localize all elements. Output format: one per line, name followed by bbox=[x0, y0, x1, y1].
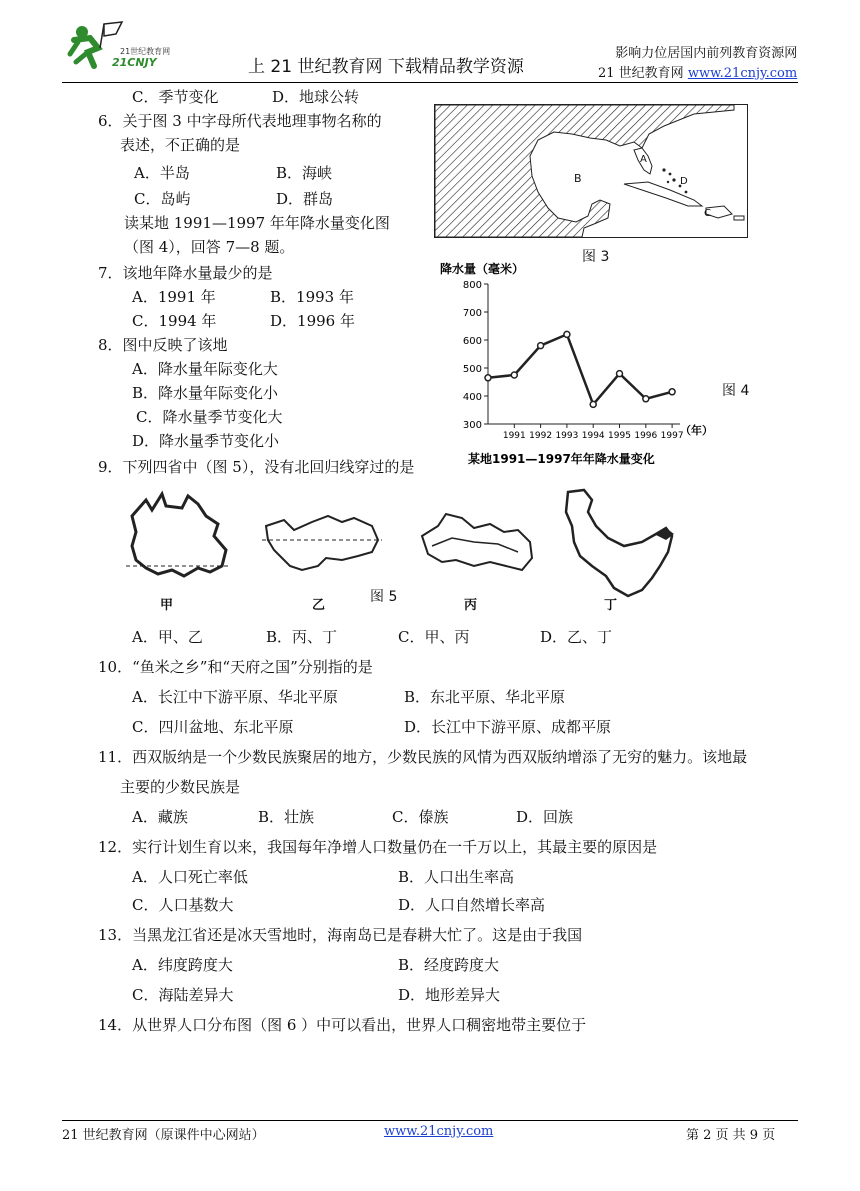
q10-option-c: C．四川盆地、东北平原 bbox=[132, 718, 294, 736]
q7-option-b: B．1993 年 bbox=[270, 288, 354, 306]
q7-option-c: C．1994 年 bbox=[132, 312, 217, 330]
q10-option-d: D．长江中下游平原、成都平原 bbox=[404, 718, 612, 736]
x-tick-label: 1995 bbox=[608, 431, 631, 441]
province-jia-outline bbox=[132, 494, 226, 576]
y-tick-label: 500 bbox=[462, 364, 482, 375]
header-tagline bbox=[598, 44, 797, 84]
site-logo[interactable] bbox=[64, 18, 186, 78]
q13-stem: 13．当黑龙江省还是冰天雪地时，海南岛已是春耕大忙了。这是由于我国 bbox=[98, 926, 583, 944]
data-point bbox=[538, 343, 544, 349]
q10-option-b: B．东北平原、华北平原 bbox=[404, 688, 566, 706]
chart-ylabel: 降水量（毫米） bbox=[440, 262, 525, 276]
province-yi-outline bbox=[266, 516, 378, 570]
q12-stem: 12．实行计划生育以来，我国每年净增人口数量仍在一千万以上，其最主要的原因是 bbox=[98, 838, 658, 856]
q12-option-a: A．人口死亡率低 bbox=[132, 868, 248, 886]
province-label-yi: 乙 bbox=[312, 598, 326, 613]
x-tick-label: 1993 bbox=[555, 431, 579, 441]
data-point bbox=[485, 375, 491, 381]
q8-stem: 8．图中反映了该地 bbox=[98, 336, 228, 354]
q7-8-intro-line2: （图 4），回答 7—8 题。 bbox=[124, 238, 295, 256]
chart-series-line bbox=[488, 334, 672, 404]
x-tick-label: 1997 bbox=[660, 431, 684, 441]
data-point bbox=[590, 401, 596, 407]
footer-left: 21 世纪教育网（原课件中心网站） bbox=[62, 1128, 265, 1143]
q5-option-c: C．季节变化 bbox=[132, 88, 219, 106]
q9-option-c: C．甲、丙 bbox=[398, 628, 470, 646]
figure-5-caption: 图 5 bbox=[370, 589, 398, 605]
q8-option-a: A．降水量年际变化大 bbox=[132, 360, 278, 378]
q8-option-b: B．降水量年际变化小 bbox=[132, 384, 279, 402]
svg-text:21世纪教育网: 21世纪教育网 bbox=[120, 47, 171, 56]
x-tick-label: 1992 bbox=[529, 431, 553, 441]
map-label-b: B bbox=[574, 172, 582, 185]
province-label-jia: 甲 bbox=[160, 598, 174, 613]
q11-option-a: A．藏族 bbox=[132, 808, 188, 826]
q6-option-c: C．岛屿 bbox=[134, 190, 191, 208]
q13-option-a: A．纬度跨度大 bbox=[132, 956, 233, 974]
chart-xlabel: （年） bbox=[680, 424, 713, 437]
footer-divider bbox=[62, 1120, 798, 1121]
q9-option-a: A．甲、乙 bbox=[132, 628, 203, 646]
svg-text:21CNJY: 21CNJY bbox=[112, 56, 157, 69]
q12-option-d: D．人口自然增长率高 bbox=[398, 896, 546, 914]
data-point bbox=[564, 331, 570, 337]
q8-option-d: D．降水量季节变化小 bbox=[132, 432, 280, 450]
data-point bbox=[617, 371, 623, 377]
q7-option-a: A．1991 年 bbox=[132, 288, 216, 306]
q10-option-a: A．长江中下游平原、华北平原 bbox=[132, 688, 338, 706]
q7-8-intro-line1: 读某地 1991—1997 年年降水量变化图 bbox=[124, 214, 390, 232]
figure-4-caption: 图 4 bbox=[722, 383, 750, 399]
header-tagline-line2 bbox=[598, 64, 797, 84]
figure-3-map bbox=[434, 104, 748, 238]
runner-logo-icon bbox=[64, 18, 186, 78]
q12-option-b: B．人口出生率高 bbox=[398, 868, 515, 886]
q13-option-d: D．地形差异大 bbox=[398, 986, 501, 1004]
footer-page-number: 第 2 页 共 9 页 bbox=[686, 1128, 776, 1143]
q11-stem-line2: 主要的少数民族是 bbox=[120, 778, 241, 796]
q14-stem: 14．从世界人口分布图（图 6 ）中可以看出，世界人口稠密地带主要位于 bbox=[98, 1016, 587, 1034]
x-tick-label: 1994 bbox=[581, 431, 605, 441]
q11-stem-line1: 11．西双版纳是一个少数民族聚居的地方，少数民族的风情为西双版纳增添了无穷的魅力。该地最 bbox=[98, 748, 748, 766]
y-tick-label: 700 bbox=[462, 308, 482, 319]
q11-option-b: B．壮族 bbox=[258, 808, 315, 826]
header-site-link[interactable]: www.21cnjy.com bbox=[687, 66, 798, 81]
province-label-ding: 丁 bbox=[604, 598, 618, 613]
q12-option-c: C．人口基数大 bbox=[132, 896, 234, 914]
data-point bbox=[643, 396, 649, 402]
x-tick-label: 1991 bbox=[502, 431, 526, 441]
q13-option-b: B．经度跨度大 bbox=[398, 956, 500, 974]
q9-option-d: D．乙、丁 bbox=[540, 628, 613, 646]
y-tick-label: 400 bbox=[462, 392, 482, 403]
y-tick-label: 600 bbox=[462, 336, 482, 347]
q5-option-d: D．地球公转 bbox=[272, 88, 360, 106]
header-title: 上 21 世纪教育网 下载精品教学资源 bbox=[248, 57, 524, 77]
figure-4-chart bbox=[434, 260, 724, 472]
x-tick-label: 1996 bbox=[634, 431, 658, 441]
q8-option-c: C．降水量季节变化大 bbox=[136, 408, 283, 426]
q11-option-d: D．回族 bbox=[516, 808, 574, 826]
header-divider bbox=[62, 82, 798, 83]
q6-stem-line2: 表述，不正确的是 bbox=[120, 136, 241, 154]
q6-option-d: D．群岛 bbox=[276, 190, 334, 208]
precipitation-line-chart bbox=[434, 260, 724, 472]
q7-stem: 7．该地年降水量最少的是 bbox=[98, 264, 273, 282]
q9-stem: 9．下列四省中（图 5），没有北回归线穿过的是 bbox=[98, 458, 415, 476]
q6-stem-line1: 6．关于图 3 中字母所代表地理事物名称的 bbox=[98, 112, 382, 130]
figure-3-caption: 图 3 bbox=[582, 249, 610, 265]
map-label-a: A bbox=[640, 154, 647, 165]
q6-option-b: B．海峡 bbox=[276, 164, 333, 182]
q9-option-b: B．丙、丁 bbox=[266, 628, 338, 646]
q7-option-d: D．1996 年 bbox=[270, 312, 355, 330]
footer-link[interactable]: www.21cnjy.com bbox=[384, 1124, 494, 1139]
province-ding-outline bbox=[566, 490, 672, 596]
header-tagline-line1: 影响力位居国内前列教育资源网 bbox=[615, 46, 798, 61]
q11-option-c: C．傣族 bbox=[392, 808, 449, 826]
q13-option-c: C．海陆差异大 bbox=[132, 986, 234, 1004]
y-tick-label: 800 bbox=[462, 280, 482, 291]
header-site-name: 21 世纪教育网 bbox=[598, 66, 688, 81]
q10-stem: 10．“鱼米之乡”和“天府之国”分别指的是 bbox=[98, 658, 373, 676]
y-tick-label: 300 bbox=[462, 420, 482, 431]
map-label-c: C bbox=[704, 208, 711, 219]
chart-title: 某地1991—1997年年降水量变化 bbox=[468, 452, 655, 466]
data-point bbox=[669, 389, 675, 395]
province-label-bing: 丙 bbox=[464, 598, 478, 613]
q6-option-a: A．半岛 bbox=[134, 164, 190, 182]
gulf-of-mexico-map bbox=[434, 104, 748, 238]
map-label-d: D bbox=[680, 176, 688, 187]
data-point bbox=[511, 372, 517, 378]
